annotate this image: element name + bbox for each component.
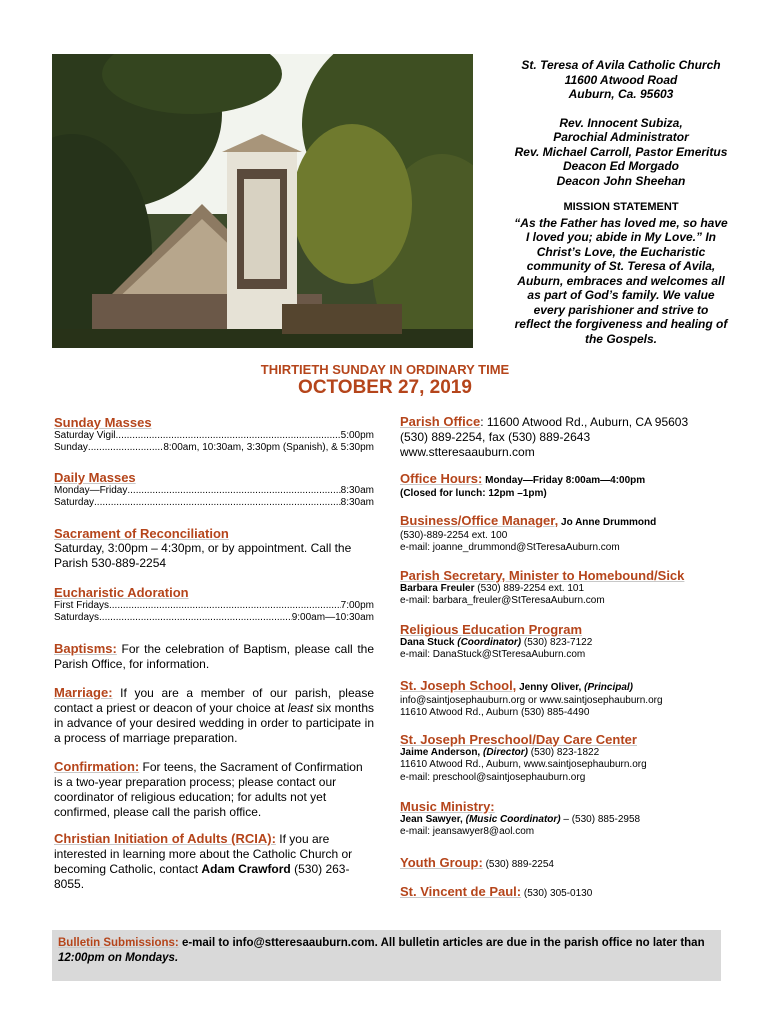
music-phone: – (530) 885-2958 (560, 813, 641, 825)
baptisms-section (54, 641, 374, 672)
office-lunch: (Closed for lunch: 12pm –1pm) (400, 487, 547, 499)
office-hours-heading: Office Hours: (400, 471, 483, 486)
mission-line: reflect the forgiveness and healing of (514, 317, 728, 331)
school-address: 11610 Atwood Rd., Auburn (530) 885-4490 (400, 707, 590, 718)
sunday-masses-section (54, 415, 374, 454)
religious-ed-role: (Coordinator) (454, 636, 522, 648)
mission-line: I loved you; abide in My Love.” In (525, 230, 717, 244)
music-section (400, 801, 740, 839)
schedule-label: Monday—Friday (54, 485, 128, 496)
youth-heading: Youth Group: (400, 855, 483, 870)
leader-dots (109, 600, 341, 612)
marriage-section (54, 685, 374, 746)
daily-masses-heading: Daily Masses (54, 470, 136, 485)
confirmation-section (54, 759, 374, 820)
music-coordinator: Jean Sawyer, (400, 813, 466, 825)
schedule-label: Saturdays (54, 612, 100, 623)
clergy-list (476, 116, 766, 189)
liturgical-title: THIRTIETH SUNDAY IN ORDINARY TIME (260, 362, 510, 377)
rcia-contact: Adam Crawford (201, 862, 291, 876)
preschool-address: 11610 Atwood Rd., Auburn, www.saintjosephauburn.org (400, 759, 647, 770)
schedule-row (54, 430, 374, 442)
business-manager-name: Jo Anne Drummond (558, 517, 657, 528)
rcia-heading: Christian Initiation of Adults (RCIA): (54, 831, 276, 846)
church-name: St. Teresa of Avila Catholic Church (521, 58, 721, 72)
church-address-line1: 11600 Atwood Road (564, 72, 678, 87)
mission-line: community of St. Teresa of Avila, (526, 259, 716, 273)
mission-line: Christ’s Love, the Eucharistic (536, 244, 706, 259)
music-email: e-mail: jeansawyer8@aol.com (400, 826, 535, 837)
clergy-line: Parochial Administrator (553, 130, 689, 144)
rcia-text-end: (530) 263-8055. (54, 862, 350, 891)
sunday-masses-heading: Sunday Masses (54, 415, 152, 430)
reconciliation-heading: Sacrament of Reconciliation (54, 526, 229, 541)
preschool-phone: (530) 823-1822 (528, 746, 600, 758)
adoration-heading: Eucharistic Adoration (54, 585, 189, 600)
office-hours: Monday—Friday 8:00am—4:00pm (482, 475, 646, 486)
business-manager-phone: (530)-889-2254 ext. 100 (400, 529, 508, 541)
bulletin-submissions-heading: Bulletin Submissions: (58, 937, 179, 949)
secretary-email: e-mail: barbara_freuler@StTeresaAuburn.com (400, 595, 605, 606)
marriage-emphasis: least (287, 701, 314, 715)
clergy-line: Deacon John Sheehan (556, 173, 686, 188)
rcia-text: If you are interested in learning more about the Catholic Church or becoming Catholic, contact (54, 832, 353, 876)
school-web: info@saintjosephauburn.org or www.saintjosephauburn.org (400, 694, 663, 706)
bulletin-date: OCTOBER 27, 2019 (298, 377, 472, 398)
mission-title: MISSION STATEMENT (563, 201, 679, 213)
schedule-row (54, 600, 374, 612)
religious-ed-heading: Religious Education Program (400, 622, 583, 637)
vincent-phone: (530) 305-0130 (521, 888, 593, 899)
secretary-phone: (530) 889-2254 ext. 101 (474, 582, 585, 594)
confirmation-text: For teens, the Sacrament of Confirmation is a two-year preparation process; please contact our coordinator of religious education; for adults not yet confirmed, please call the parish office. (54, 760, 363, 819)
secretary-name: Barbara Freuler (400, 582, 475, 594)
secretary-heading: Parish Secretary, Minister to Homebound/Sick (400, 568, 685, 583)
preschool-director: Jaime Anderson, (400, 746, 483, 758)
schedule-value: 8:30am (340, 485, 374, 496)
schedule-row (54, 485, 374, 497)
marriage-heading: Marriage: (54, 685, 113, 700)
church-photo-image (52, 54, 473, 348)
clergy-line: Rev. Innocent Subiza, (559, 115, 683, 130)
schedule-value: 5:00pm (340, 430, 374, 441)
reconciliation-text: Saturday, 3:00pm – 4:30pm, or by appointment. Call the Parish 530-889-2254 (54, 541, 352, 570)
schedule-label: Saturday (54, 497, 95, 508)
church-photo (52, 54, 473, 348)
business-manager-email: e-mail: joanne_drummond@StTeresaAuburn.com (400, 542, 620, 553)
marriage-text: If you are a member of our parish, please contact a priest or deacon of your choice at (54, 686, 374, 715)
baptisms-heading: Baptisms: (54, 641, 117, 656)
preschool-director-role: (Director) (483, 746, 529, 758)
youth-section (400, 857, 740, 872)
mission-line: every parishioner and strive to (533, 302, 709, 317)
leader-dots (88, 442, 163, 454)
music-coordinator-role: (Music Coordinator) (465, 813, 561, 825)
rcia-section (54, 831, 374, 892)
parish-office-address: : 11600 Atwood Rd., Auburn, CA 95603 (480, 415, 689, 429)
school-section (400, 680, 740, 720)
youth-phone: (530) 889-2254 (482, 859, 554, 870)
music-heading: Music Ministry: (400, 799, 495, 814)
daily-masses-section (54, 470, 374, 509)
parish-office-section (400, 414, 740, 460)
bulletin-deadline: 12:00pm on Mondays. (58, 952, 179, 964)
preschool-heading: St. Joseph Preschool/Day Care Center (400, 732, 637, 747)
mission-line: Auburn, embraces and welcomes all (517, 273, 725, 288)
clergy-line: Deacon Ed Morgado (562, 159, 679, 173)
school-heading: St. Joseph School, (400, 678, 517, 693)
mission-statement (476, 216, 766, 347)
mission-line: as part of God’s family. We value (527, 288, 715, 302)
baptisms-text: For the celebration of Baptism, please call the Parish Office, for information. (54, 642, 374, 671)
schedule-row (54, 612, 374, 624)
schedule-label: Saturday Vigil (54, 430, 116, 441)
schedule-label: Sunday (54, 442, 88, 453)
confirmation-heading: Confirmation: (54, 759, 140, 774)
parish-office-heading: Parish Office (400, 414, 481, 429)
leader-dots (116, 430, 341, 442)
schedule-label: First Fridays (54, 600, 109, 611)
marriage-text-end: six months in advance of your desired wedding in order to participate in a process of marriage preparation. (54, 701, 374, 745)
reconciliation-section (54, 526, 374, 571)
preschool-section (400, 734, 740, 784)
mission-line: the Gospels. (584, 331, 658, 346)
leader-dots (99, 612, 292, 624)
business-manager-heading: Business/Office Manager, (400, 513, 559, 528)
mission-line: “As the Father has loved me, so have (514, 215, 728, 230)
religious-ed-email: e-mail: DanaStuck@StTeresaAuburn.com (400, 649, 586, 660)
clergy-line: Rev. Michael Carroll, Pastor Emeritus (514, 144, 728, 159)
schedule-row (54, 442, 374, 454)
religious-ed-section (400, 624, 740, 662)
adoration-section (54, 585, 374, 624)
vincent-section (400, 886, 740, 901)
vincent-heading: St. Vincent de Paul: (400, 884, 522, 899)
school-principal: Jenny Oliver, (516, 682, 585, 693)
preschool-email: e-mail: preschool@saintjosephauburn.org (400, 771, 586, 783)
schedule-value: 8:30am (340, 497, 374, 508)
bulletin-submissions-box (52, 930, 721, 981)
church-header (476, 58, 766, 346)
business-manager-section (400, 515, 740, 555)
parish-office-phone: (530) 889-2254, fax (530) 889-2643 (400, 430, 591, 444)
church-address-line2: Auburn, Ca. 95603 (568, 87, 674, 101)
schedule-value: 7:00pm (340, 600, 374, 611)
religious-ed-name: Dana Stuck (400, 636, 455, 648)
parish-office-web: www.stteresaauburn.com (400, 445, 535, 459)
schedule-row (54, 497, 374, 509)
school-principal-role: (Principal) (584, 682, 634, 693)
bulletin-submissions-text (52, 930, 721, 966)
secretary-section (400, 570, 740, 608)
bulletin-submissions-body: e-mail to info@stteresaauburn.com. All bulletin articles are due in the parish office no later than (178, 937, 705, 949)
leader-dots (94, 497, 341, 509)
leader-dots (127, 485, 340, 497)
schedule-value: 8:00am, 10:30am, 3:30pm (Spanish), & 5:30pm (163, 442, 374, 453)
religious-ed-phone: (530) 823-7122 (521, 636, 593, 648)
schedule-value: 9:00am—10:30am (291, 612, 374, 623)
office-hours-section (400, 473, 740, 500)
